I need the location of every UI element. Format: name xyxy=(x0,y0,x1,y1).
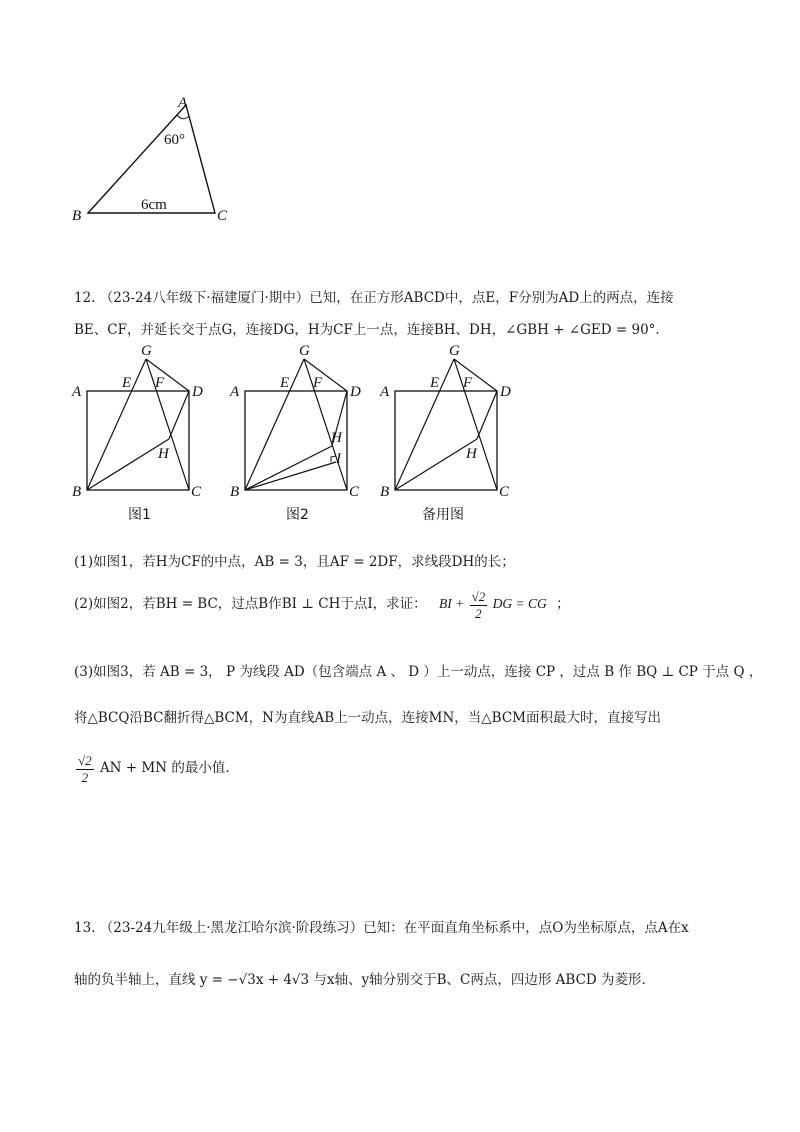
label-d: D xyxy=(500,384,511,400)
sqrt2-over-2 xyxy=(470,589,488,621)
q12-number: 12. xyxy=(74,290,96,306)
label-d: D xyxy=(350,384,361,400)
figure-2 xyxy=(228,342,368,527)
q12-part3-line3-text: AN + MN 的最小值. xyxy=(99,760,230,776)
q12-part1 xyxy=(74,552,515,572)
q12-part1-text: (1)如图1，若H为CF的中点，AB = 3，且AF = 2DF，求线段DH的长； xyxy=(74,554,515,570)
line-cg xyxy=(454,359,497,490)
q12-line1-text: 已知，在正方形ABCD中，点E，F分别为AD上的两点，连接 xyxy=(309,290,674,306)
caption-figure-spare: 备用图 xyxy=(422,507,464,523)
line-bi xyxy=(245,462,336,490)
q12-part3-line1 xyxy=(74,662,762,682)
label-c: C xyxy=(349,484,360,500)
q12-part3-line2 xyxy=(74,708,661,728)
label-a: A xyxy=(230,384,240,400)
label-f: F xyxy=(155,375,165,391)
line-bh xyxy=(245,446,332,490)
q13-source: （23-24九年级上·黑龙江哈尔滨·阶段练习） xyxy=(99,920,364,936)
q12-part2 xyxy=(74,588,570,621)
label-f: F xyxy=(313,375,323,391)
label-b: B xyxy=(380,484,390,500)
line-bg xyxy=(245,359,304,490)
label-a: A xyxy=(380,384,390,400)
q12-part2-equation xyxy=(438,588,550,621)
label-h: H xyxy=(331,430,342,446)
line-dh xyxy=(477,391,497,439)
label-i: I xyxy=(336,451,341,467)
q12-source: （23-24八年级下·福建厦门·期中） xyxy=(99,290,310,306)
vertex-a-label: A xyxy=(178,95,188,111)
label-g: G xyxy=(299,343,310,359)
label-c: C xyxy=(499,484,510,500)
label-d: D xyxy=(192,384,203,400)
label-g: G xyxy=(141,343,152,359)
line-cg xyxy=(146,359,189,490)
label-b: B xyxy=(230,484,240,500)
square-abcd xyxy=(87,391,189,490)
fraction-denominator: 2 xyxy=(475,605,482,621)
label-f: F xyxy=(463,375,473,391)
label-h: H xyxy=(158,446,169,462)
line-gd xyxy=(304,359,347,391)
q13-line2 xyxy=(74,970,646,990)
triangle-figure xyxy=(66,92,246,227)
line-gd xyxy=(454,359,497,391)
figure-spare xyxy=(378,342,518,527)
q12-line2-text: BE、CF，并延长交于点G，连接DG，H为CF上一点，连接BH、DH，∠GBH + ∠GED = 90°. xyxy=(74,322,660,338)
line-bg xyxy=(87,359,146,490)
label-g: G xyxy=(449,343,460,359)
side-label: 6cm xyxy=(141,197,167,213)
angle-label: 60° xyxy=(164,132,185,148)
equation-lhs: BI + xyxy=(438,596,465,611)
label-e: E xyxy=(122,375,132,391)
fraction-numerator: √2 xyxy=(78,752,92,768)
label-e: E xyxy=(430,375,440,391)
fraction-numerator: √2 xyxy=(471,588,486,604)
q13-number: 13. xyxy=(74,920,96,936)
sqrt2-over-2-expression xyxy=(76,753,94,785)
q13-line2-text: 轴的负半轴上，直线 y = −√3x + 4√3 与x轴、y轴分别交于B、C两点，四边形 ABCD 为菱形. xyxy=(74,972,646,988)
caption-figure-2: 图2 xyxy=(286,507,309,523)
q12-line1 xyxy=(74,288,674,308)
label-b: B xyxy=(72,484,82,500)
vertex-b-label: B xyxy=(72,208,82,224)
caption-figure-1: 图1 xyxy=(128,507,151,523)
label-c: C xyxy=(191,484,202,500)
q12-part3-line1-text: (3)如图3，若 AB = 3， P 为线段 AD（包含端点 A 、 D ）上一动点，连接 CP ，过点 B 作 BQ ⊥ CP 于点 Q ， xyxy=(74,664,763,680)
label-e: E xyxy=(280,375,290,391)
q12-part3-line2-text: 将△BCQ沿BC翻折得△BCM，N为直线AB上一动点，连接MN，当△BCM面积最大时，直接写出 xyxy=(74,710,661,726)
square-abcd xyxy=(395,391,497,490)
label-a: A xyxy=(72,384,82,400)
line-bh xyxy=(87,439,169,490)
angle-arc-a xyxy=(177,115,189,119)
line-bh xyxy=(395,439,477,490)
line-bg xyxy=(395,359,454,490)
q13-line1 xyxy=(74,918,689,938)
q12-part2-text: (2)如图2，若BH = BC，过点B作BI ⊥ CH于点I，求证： xyxy=(74,596,427,612)
triangle-svg xyxy=(66,92,246,227)
line-dh xyxy=(169,391,189,439)
q13-line1-text: 已知：在平面直角坐标系中，点O为坐标原点，点A在x xyxy=(363,920,689,936)
vertex-c-label: C xyxy=(217,208,228,224)
line-gd xyxy=(146,359,189,391)
figure-1 xyxy=(70,342,210,527)
label-h: H xyxy=(466,446,477,462)
q12-part2-end: ； xyxy=(556,596,570,612)
q12-line2 xyxy=(74,320,660,340)
fraction-denominator: 2 xyxy=(81,769,89,785)
q12-part3-line3 xyxy=(74,748,230,788)
equation-rhs: DG = CG xyxy=(492,596,547,611)
